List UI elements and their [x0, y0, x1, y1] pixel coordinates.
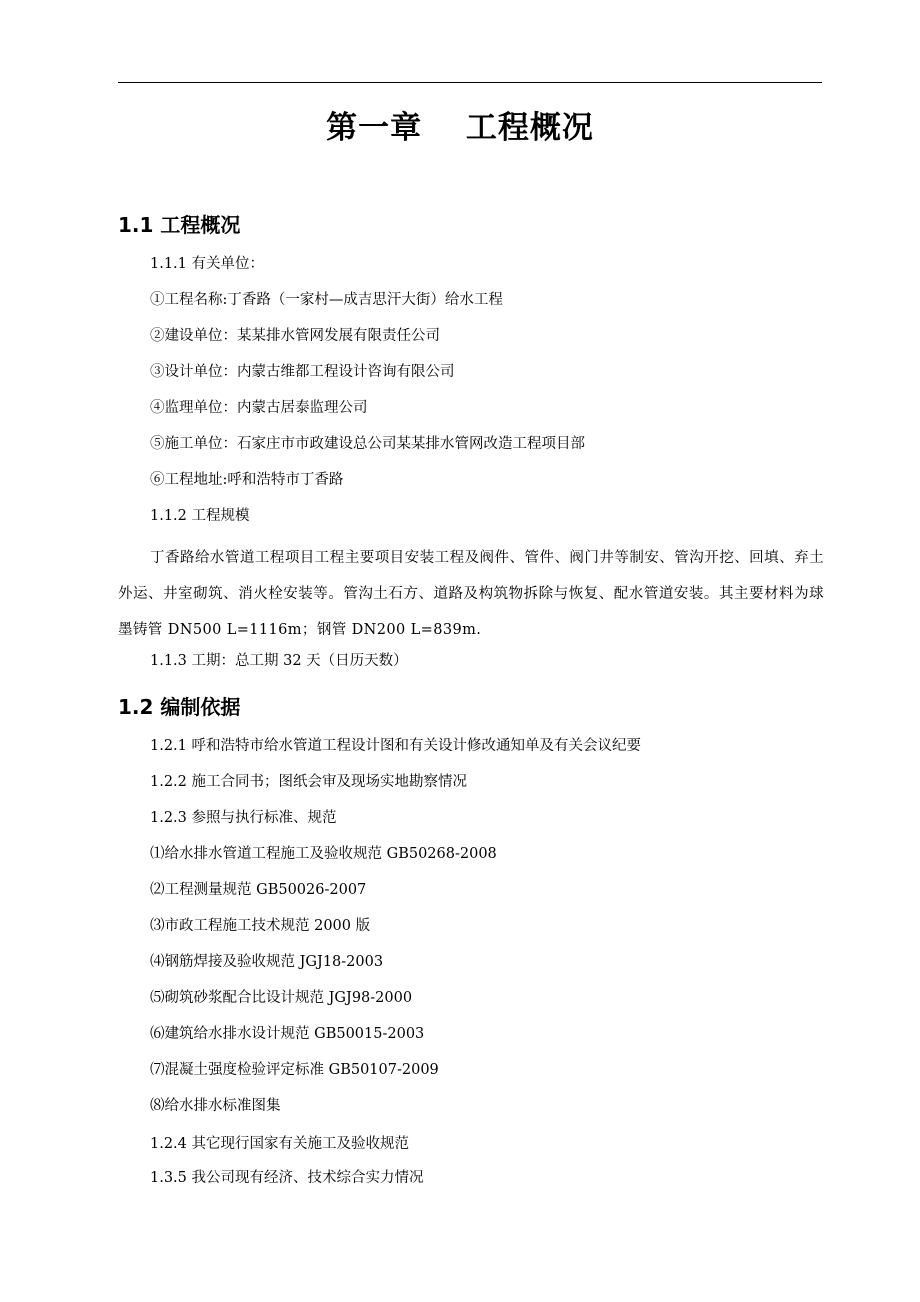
section-1-1-heading: 1.1 工程概况	[118, 213, 241, 237]
standard-item: ⑴给水排水管道工程施工及验收规范 GB50268-2008	[150, 846, 497, 862]
subsection-1-1-3: 1.1.3 工期：总工期 32 天（日历天数）	[150, 653, 408, 669]
subsection-1-1-2: 1.1.2 工程规模	[150, 508, 250, 524]
scale-paragraph: 丁香路给水管道工程项目工程主要项目安装工程及阀件、管件、阀门井等制安、管沟开挖、回填、弃土外运、井室砌筑、消火栓安装等。管沟土石方、道路及构筑物拆除与恢复、配水管道安装。其主要材料为球墨铸管 DN500 L=1116m；钢管 DN200 L=839m.	[118, 550, 824, 638]
subsection-1-2-2: 1.2.2 施工合同书；图纸会审及现场实地勘察情况	[150, 774, 468, 790]
unit-item: ⑤施工单位：石家庄市市政建设总公司某某排水管网改造工程项目部	[150, 436, 585, 452]
unit-item: ③设计单位：内蒙古维都工程设计咨询有限公司	[150, 364, 455, 380]
subsection-1-3-5: 1.3.5 我公司现有经济、技术综合实力情况	[150, 1170, 424, 1186]
subsection-1-2-3: 1.2.3 参照与执行标准、规范	[150, 810, 337, 826]
standard-item: ⑻给水排水标准图集	[150, 1098, 281, 1114]
standard-item: ⑸砌筑砂浆配合比设计规范 JGJ98-2000	[150, 990, 413, 1006]
unit-item: ⑥工程地址:呼和浩特市丁香路	[150, 472, 344, 488]
unit-item: ②建设单位：某某排水管网发展有限责任公司	[150, 328, 440, 344]
standard-item: ⑶市政工程施工技术规范 2000 版	[150, 918, 371, 934]
subsection-1-2-1: 1.2.1 呼和浩特市给水管道工程设计图和有关设计修改通知单及有关会议纪要	[150, 738, 642, 754]
unit-item: ①工程名称:丁香路（一家村—成吉思汗大街）给水工程	[150, 292, 503, 308]
section-1-2-heading: 1.2 编制依据	[118, 695, 241, 719]
standard-item: ⑷钢筋焊接及验收规范 JGJ18-2003	[150, 954, 384, 970]
standard-item: ⑺混凝土强度检验评定标准 GB50107-2009	[150, 1062, 439, 1078]
unit-item: ④监理单位：内蒙古居泰监理公司	[150, 400, 368, 416]
header-rule	[118, 82, 822, 83]
chapter-title: 第一章 工程概况	[326, 110, 594, 146]
standard-item: ⑹建筑给水排水设计规范 GB50015-2003	[150, 1026, 425, 1042]
subsection-1-1-1: 1.1.1 有关单位：	[150, 256, 265, 272]
subsection-1-2-4: 1.2.4 其它现行国家有关施工及验收规范	[150, 1136, 410, 1152]
standard-item: ⑵工程测量规范 GB50026-2007	[150, 882, 367, 898]
